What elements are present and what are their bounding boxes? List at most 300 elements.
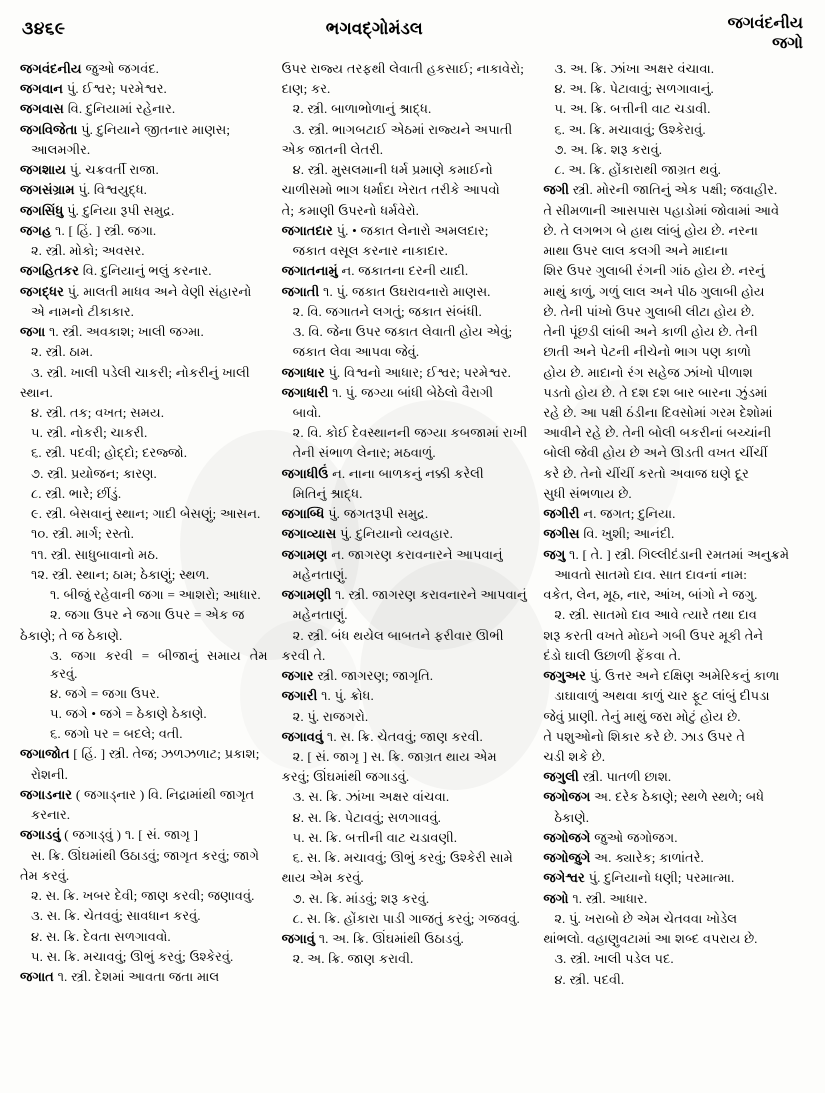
dictionary-entry: [282, 465, 530, 483]
entry-line: [282, 141, 530, 159]
entry-definition: ૬. જગો પર = બદલે; વતી.: [50, 726, 183, 742]
dictionary-entry: [20, 60, 268, 78]
entry-line: [543, 465, 805, 483]
entry-line: [282, 950, 530, 968]
entry-line: [543, 283, 805, 301]
entry-line: [20, 404, 268, 422]
entry-definition: દંડો ઘાલી ઉછાળી ફેંકવા તે.: [543, 647, 681, 663]
entry-definition: ૪. અ. ક્રિ. પેટાવાવું; સળગાવાનું.: [554, 81, 714, 97]
entry-line: [20, 525, 268, 543]
dictionary-entry: [20, 100, 268, 118]
entry-definition: ૫. સ. ક્રિ. બત્તીની વાટ ચડાવણી.: [292, 829, 457, 845]
dictionary-entry: [282, 546, 530, 564]
entry-line: [282, 768, 530, 786]
entry-line: [282, 60, 530, 78]
entry-line: [543, 586, 805, 604]
entry-definition: ઠેકાણે; તે જ ઠેકાણે.: [20, 627, 123, 643]
folio-number: ૩૪૬૯: [22, 19, 66, 38]
entry-definition: ૧. બીજું રહેવાની જગા = આશરો; આધાર.: [50, 587, 261, 603]
guide-word-first: જગવંદનીય: [727, 15, 803, 32]
entry-line: [543, 262, 805, 280]
entry-definition: ૩. વિ. જેના ઉપર જકાત લેવાતી હોય એવું;: [292, 324, 513, 340]
entry-line: [543, 242, 805, 260]
entry-headword: જગી: [543, 182, 570, 198]
entry-line: [20, 948, 268, 966]
entry-headword: જગાતદાર: [281, 222, 333, 238]
entry-definition: આવીને રહે છે. તેની બોલી બકરીનાં બચ્ચાંની: [543, 425, 772, 441]
entry-definition: ૪. સ. ક્રિ. પેટાવવું; સળગાવવું.: [292, 809, 441, 825]
entry-headword: જગાડવું: [20, 827, 61, 843]
entry-headword: જગાવ્યાસ: [281, 526, 337, 542]
entry-line: [543, 708, 805, 726]
dictionary-entry: [543, 505, 805, 523]
entry-definition: ડાઘાવાળું અથવા કાળું ચાર ફૂટ લાંબું દીપડા: [554, 688, 770, 704]
entry-definition: માથું કાળું, ગળું લાલ અને પીઠ ગુલાબી હોય: [543, 283, 765, 299]
entry-line: [282, 424, 530, 442]
dictionary-entry: [282, 222, 530, 240]
entry-definition: શિર ઉપર ગુલાબી રંગની ગાંઠ હોય છે. નરનું: [543, 263, 765, 279]
entry-definition: ૨. સ્ત્રી. મોકો; અવસર.: [31, 243, 145, 259]
entry-line: [282, 343, 530, 361]
entry-definition: ચડી શકે છે.: [543, 748, 606, 764]
entry-line: [282, 627, 530, 645]
entry-definition: ૮. સ્ત્રી. ભારે; છીંડું.: [31, 485, 122, 501]
entry-line: [543, 647, 805, 665]
entry-definition: વકેત, લેન, મૂઠ, નાર, આંખ, બાંગો ને જગુ.: [543, 587, 758, 603]
dictionary-entry: [543, 181, 805, 199]
entry-line: [543, 141, 805, 159]
entry-definition: ૪. સ. ક્રિ. દેવતા સળગાવવો.: [31, 928, 171, 944]
entry-definition: કરવી તે.: [281, 647, 326, 663]
entry-line: [282, 485, 530, 503]
text-columns: [0, 60, 825, 1085]
entry-definition: ૨. સ્ત્રી. ઠામ.: [31, 344, 93, 360]
entry-line: [20, 725, 268, 743]
entry-headword: જગવિજેતા: [20, 121, 78, 137]
entry-line: [282, 788, 530, 806]
entry-line: [543, 627, 805, 645]
entry-definition: કરે છે. તેનો ચીંચીં કરતો અવાજ ઘણે દૂર: [543, 465, 749, 481]
entry-definition: પું. ચક્રવર્તી રાજા.: [69, 162, 159, 178]
entry-definition: જુઓ જગોજગ.: [594, 829, 678, 845]
entry-definition: ન. જકાતના દરની યાદી.: [341, 263, 469, 279]
entry-headword: જગોજગે: [543, 829, 591, 845]
entry-line: [20, 141, 268, 159]
dictionary-entry: [543, 546, 805, 564]
dictionary-entry: [282, 364, 530, 382]
entry-definition: તે પશુઓનો શિકાર કરે છે. ઝાડ ઉપર તે: [543, 728, 746, 744]
entry-definition: ચાળીસમો ભાગ ધર્માદા ખેરાત તરીકે આપવો: [281, 182, 500, 198]
entry-line: [282, 161, 530, 179]
entry-definition: ૩. સ્ત્રી. ખાલી પડેલ પદ.: [554, 951, 674, 967]
entry-line: [20, 384, 268, 402]
dictionary-entry: [543, 869, 805, 887]
entry-line: [282, 303, 530, 321]
entry-line: [282, 647, 530, 665]
entry-headword: જગામણી: [281, 587, 332, 603]
entry-definition: જકાત લેવા આપવા જેવું.: [292, 344, 420, 360]
entry-definition: ૩. અ. ક્રિ. ઝાંખા અક્ષર વંચાવા.: [554, 61, 714, 76]
entry-headword: જગાતી: [281, 283, 320, 299]
entry-headword: જગસિંધુ: [20, 202, 64, 218]
entry-definition: પું. વિશ્વનો આધાર; ઈશ્વર; પરમેશ્વર.: [328, 364, 511, 380]
entry-definition: તેમ કરવું.: [20, 867, 70, 883]
entry-line: [543, 687, 805, 705]
entry-definition: પું. દુનિયાને જીતનાર માણસ;: [81, 121, 230, 137]
entry-definition: ૨. અ. ક્રિ. જાણ કરાવી.: [292, 951, 414, 967]
entry-line: [543, 606, 805, 624]
dictionary-entry: [20, 262, 268, 280]
entry-definition: હોય છે. માદાનો રંગ સહેજ ઝાંખો પીળાશ: [543, 364, 753, 380]
entry-definition: ન. નાના બાળકનું નક્કી કરેલી: [332, 465, 484, 481]
entry-definition: દાણ; કર.: [281, 81, 331, 97]
entry-line: [282, 829, 530, 847]
entry-definition: ૧. [ હિં. ] સ્ત્રી. જગા.: [55, 222, 157, 238]
entry-line: [282, 404, 530, 422]
entry-headword: જગવંદનીય: [20, 61, 82, 76]
entry-definition: તે સીમળાની આસપાસ પહાડોમાં જોવામાં આવે: [543, 202, 780, 218]
entry-line: [20, 685, 268, 703]
entry-definition: વિ. ખુશી; આનંદી.: [583, 526, 675, 542]
entry-definition: ૭. અ. ક્રિ. શરૂ કરાવું.: [554, 141, 663, 157]
entry-line: [282, 121, 530, 139]
dictionary-entry: [20, 121, 268, 139]
entry-headword: જગેશ્વર: [543, 870, 585, 886]
entry-headword: જગીરી: [543, 506, 580, 522]
dictionary-entry: [282, 930, 530, 948]
entry-headword: જગસંગ્રામ: [20, 182, 75, 198]
entry-line: [20, 465, 268, 483]
entry-line: [543, 222, 805, 240]
column-1: [20, 60, 282, 1085]
entry-headword: જગુલી: [543, 769, 579, 785]
entry-definition: ૨. પું. ખરાબો છે એમ ચેતવવા ખોડેલ: [554, 910, 738, 926]
entry-definition: પું. ઉત્તર અને દક્ષિણ અમેરિકનું કાળા: [589, 668, 780, 684]
entry-definition: માથા ઉપર લાલ કલગી અને માદાના: [543, 243, 729, 259]
entry-line: [282, 606, 530, 624]
entry-definition: ૨. સ્ત્રી. બંધ થયેલ બાબતને ફરીવાર ઊભી: [292, 627, 504, 643]
dictionary-entry: [282, 262, 530, 280]
dictionary-entry: [20, 80, 268, 98]
entry-line: [543, 930, 805, 948]
entry-definition: રોશની.: [31, 766, 68, 782]
entry-line: [543, 303, 805, 321]
entry-definition: પું. વિશ્વયુદ્ધ.: [78, 182, 147, 198]
entry-definition: ( જગાડ્વું ) ૧. [ સં. જાગૃ ]: [64, 827, 198, 843]
entry-line: [20, 485, 268, 503]
entry-line: [282, 444, 530, 462]
entry-line: [20, 546, 268, 564]
dictionary-entry: [20, 181, 268, 199]
entry-headword: જગાજોત: [20, 746, 70, 762]
entry-line: [543, 161, 805, 179]
entry-headword: જગાવું: [281, 931, 315, 947]
entry-definition: ૧૨. સ્ત્રી. સ્થાન; ઠામ; ઠેકાણું; સ્થળ.: [31, 566, 210, 582]
entry-line: [282, 100, 530, 118]
entry-definition: એ નામનો ટીકાકાર.: [31, 303, 134, 319]
entry-line: [20, 364, 268, 382]
entry-definition: ૩. સ્ત્રી. ભાગબટાઈ એઠમાં રાજ્યને અપાતી: [292, 121, 513, 137]
entry-line: [20, 766, 268, 784]
entry-line: [20, 705, 268, 723]
entry-line: [282, 181, 530, 199]
entry-definition: પું. દુનિયા રૂપી સમુદ્ર.: [67, 202, 175, 218]
guide-word-last: જગો: [772, 35, 803, 52]
entry-headword: જગાધારી: [281, 384, 329, 400]
entry-definition: જેવું પ્રાણી. તેનું માથું જરા મોટું હોય છે.: [543, 708, 741, 724]
entry-headword: જગાત: [20, 969, 54, 985]
entry-definition: છે. તેની પાંખો ઉપર ગુલાબી લીટા હોય છે.: [543, 303, 755, 319]
entry-definition: ૪. સ્ત્રી. મુસલમાની ધર્મ પ્રમાણે કમાઈનો: [292, 162, 493, 178]
entry-definition: ૨. સ્ત્રી. સાતમો દાવ આવે ત્યારે તથા દાવ: [554, 607, 757, 623]
entry-definition: ૫. અ. ક્રિ. બત્તીની વાટ ચડાવી.: [554, 101, 711, 117]
entry-definition: ૨. [ સં. જાગૃ ] સ. ક્રિ. જાગ્રત થાય એમ: [292, 748, 497, 764]
entry-headword: જગાતનામું: [281, 263, 338, 279]
entry-definition: ૨. સ. ક્રિ. ખબર દેવી; જાણ કરવી; જણાવવું.: [31, 888, 255, 904]
dictionary-entry: [543, 849, 805, 867]
entry-line: [543, 323, 805, 341]
entry-definition: તે; કમાણી ઉપરનો ધર્મવેરો.: [281, 202, 419, 218]
entry-line: [20, 343, 268, 361]
entry-line: [20, 907, 268, 925]
entry-line: [543, 80, 805, 98]
entry-definition: સ. ક્રિ. ઊંઘમાંથી ઉઠાડવું; જાગૃત કરવું; જાગે: [31, 847, 260, 863]
entry-definition: સુધી સંભળાય છે.: [543, 485, 632, 501]
entry-headword: જગુઅર: [543, 668, 586, 684]
dictionary-entry: [543, 890, 805, 908]
entry-headword: જગદ્ધર: [20, 283, 64, 299]
dictionary-entry: [20, 202, 268, 220]
entry-definition: સ્ત્રી. મોરની જાતિનું એક પક્ષી; જવાહીર.: [572, 182, 778, 198]
dictionary-entry: [20, 283, 268, 301]
entry-definition: શરૂ કરતી વખતે મોઇને ગબી ઉપર મૂકી તેને: [543, 627, 764, 643]
entry-line: [282, 849, 530, 867]
entry-line: [543, 950, 805, 968]
entry-definition: ૧. પું. જકાત ઉઘરાવનારો માણસ.: [323, 283, 491, 299]
entry-definition: ૮. અ. ક્રિ. હોંકારાથી જાગ્રત થવું.: [554, 162, 721, 178]
entry-definition: ૮. સ. ક્રિ. હોંકારા પાડી ગાજતું કરવું; ગજવવું.: [292, 910, 520, 926]
dictionary-entry: [282, 728, 530, 746]
entry-definition: છે. તે લગભગ બે હાથ લાંબું હોય છે. નરના: [543, 222, 758, 238]
entry-line: [543, 121, 805, 139]
dictionary-entry: [543, 667, 805, 685]
entry-line: [20, 242, 268, 260]
entry-definition: ૧૧. સ્ત્રી. સાધુબાવાનો મઠ.: [31, 546, 159, 562]
entry-definition: ૧. [ તે. ] સ્ત્રી. ગિલ્લીદંડાની રમતમાં અનુક્રમે: [569, 546, 790, 562]
entry-definition: સ્થાન.: [20, 384, 53, 400]
dictionary-entry: [282, 586, 530, 604]
entry-definition: ૪. સ્ત્રી. પદવી.: [554, 971, 625, 987]
entry-definition: પું. ઈશ્વર; પરમેશ્વર.: [66, 81, 167, 97]
entry-definition: મહેનતાણું.: [292, 566, 348, 582]
entry-line: [543, 364, 805, 382]
entry-headword: જગાધીઉં: [281, 465, 329, 481]
entry-definition: મહેનતાણું.: [292, 607, 348, 623]
entry-definition: સ્ત્રી. જાગરણ; જાગૃતિ.: [317, 668, 434, 684]
entry-definition: કરનાર.: [31, 807, 71, 823]
entry-line: [543, 728, 805, 746]
entry-line: [282, 910, 530, 928]
entry-line: [20, 566, 268, 584]
entry-line: [543, 971, 805, 989]
entry-line: [282, 748, 530, 766]
dictionary-entry: [20, 826, 268, 844]
entry-line: [20, 887, 268, 905]
entry-definition: ૧. સ્ત્રી. દેશમાં આવતા જતા માલ: [57, 969, 220, 985]
entry-headword: જગામણ: [281, 546, 328, 562]
dictionary-entry: [282, 667, 530, 685]
entry-definition: ૧. સ્ત્રી. જાગરણ કરાવનારને આપવાનું: [335, 587, 527, 603]
entry-definition: વિ. દુનિયામાં રહેનાર.: [67, 101, 176, 117]
entry-definition: ઉપર રાજ્ય તરફથી લેવાતી હકસાઈ; નાકાવેરો;: [281, 61, 524, 76]
entry-headword: જગવાસ: [20, 101, 64, 117]
entry-definition: ૫. સ્ત્રી. નોકરી; ચાકરી.: [31, 425, 148, 441]
entry-definition: આલમગીર.: [31, 141, 91, 157]
entry-line: [543, 100, 805, 118]
entry-line: [543, 566, 805, 584]
entry-line: [20, 806, 268, 824]
entry-definition: ૬. સ. ક્રિ. મચાવવું; ઊભું કરવું; ઉશ્કેરી સામે: [292, 850, 513, 866]
entry-line: [282, 708, 530, 726]
entry-line: [543, 444, 805, 462]
entry-line: [282, 202, 530, 220]
entry-definition: અ. દરેક ઠેકાણે; સ્થળે સ્થળે; બધે: [594, 789, 765, 805]
entry-definition: ન. જગત; દુનિયા.: [583, 506, 676, 522]
entry-line: [543, 424, 805, 442]
entry-definition: મિતિનું શ્રાદ્ધ.: [292, 485, 363, 501]
entry-line: [20, 627, 268, 645]
entry-definition: ૩. સ. ક્રિ. ઝાંખા અક્ષર વાંચવા.: [292, 789, 450, 805]
dictionary-entry: [20, 222, 268, 240]
entry-definition: થાય એમ કરવું.: [281, 870, 364, 886]
entry-definition: ઠેકાણે.: [554, 809, 590, 825]
entry-definition: ( જગાડ્નાર ) વિ. નિદ્રામાંથી જાગૃત: [75, 786, 255, 802]
entry-definition: પડતો હોય છે. તે દશ દશ બાર બારના ઝુંડમાં: [543, 384, 768, 400]
entry-line: [20, 867, 268, 885]
entry-definition: એક જાતની લેતરી.: [281, 141, 383, 157]
dictionary-entry: [543, 525, 805, 543]
guide-words: [683, 14, 803, 54]
entry-definition: ૧. સ. ક્રિ. ચેતવવું; જાણ કરવી.: [326, 728, 483, 744]
entry-definition: છાતી અને પેટની નીચેનો ભાગ પણ કાળો: [543, 344, 751, 360]
entry-definition: જકાત વસૂલ કરનાર નાકાદાર.: [292, 243, 448, 259]
entry-headword: જગહ: [20, 222, 52, 238]
entry-line: [282, 809, 530, 827]
entry-line: [543, 384, 805, 402]
entry-definition: જુઓ જગવંદ.: [85, 61, 159, 76]
entry-line: [282, 890, 530, 908]
entry-line: [282, 242, 530, 260]
entry-line: [543, 404, 805, 422]
entry-definition: પું. • જકાત લેનારો અમલદાર;: [336, 222, 489, 238]
dictionary-entry: [543, 768, 805, 786]
entry-definition: રહે છે. આ પક્ષી ઠંડીના દિવસોમાં ગરમ દેશોમાં: [543, 404, 773, 420]
entry-headword: જગાબ્ધિ: [281, 506, 325, 522]
entry-definition: ૧. પું. જગ્યા બાંધી બેઠેલો વૈરાગી: [332, 384, 494, 400]
entry-definition: ૫. સ. ક્રિ. મચાવવું; ઊભું કરવું; ઉશ્કેરવું.: [31, 948, 234, 964]
column-3: [543, 60, 805, 1085]
entry-definition: કરવું; ઊંઘમાંથી જગાડવું.: [281, 769, 410, 785]
entry-definition: આવતો સાતમો દાવ. સાત દાવનાં નામ:: [554, 566, 747, 582]
entry-definition: ૯. સ્ત્રી. બેસવાનું સ્થાન; ગાદી બેસણું; આસન.: [31, 506, 261, 522]
entry-definition: બોલી જેવી હોય છે અને ઊડતી વખત ચીંચીં: [543, 445, 768, 461]
entry-definition: ૩. સ્ત્રી. ખાલી પડેલી ચાકરી; નોકરીનું ખાલી: [31, 364, 250, 380]
entry-headword: જગુ: [543, 546, 566, 562]
entry-definition: પું. દુનિયાનો વ્યવહાર.: [340, 526, 453, 542]
entry-definition: ૧. સ્ત્રી. આધાર.: [572, 890, 648, 906]
entry-definition: ૬. સ્ત્રી. પદવી; હોદ્દો; દરજ્જો.: [31, 445, 187, 461]
entry-definition: ૩. જગા કરવી = બીજાનું સમાય તેમ કરવું.: [50, 647, 268, 681]
entry-line: [20, 303, 268, 321]
entry-headword: જગાવવું: [281, 728, 324, 744]
entry-definition: ૫. જગે • જગે = ઠેકાણે ઠેકાણે.: [50, 706, 207, 721]
entry-definition: બાવો.: [292, 404, 322, 420]
entry-line: [20, 606, 268, 624]
entry-line: [20, 444, 268, 462]
dictionary-entry: [282, 384, 530, 402]
entry-line: [543, 485, 805, 503]
dictionary-entry: [20, 968, 268, 986]
entry-line: [543, 202, 805, 220]
entry-definition: ૭. સ્ત્રી. પ્રયોજન; કારણ.: [31, 465, 157, 481]
entry-headword: જગોજગ: [543, 789, 591, 805]
entry-headword: જગાધાર: [281, 364, 325, 380]
dictionary-entry: [543, 829, 805, 847]
dictionary-entry: [282, 505, 530, 523]
entry-definition: ૧. અ. ક્રિ. ઊંઘમાંથી ઉઠાડવું.: [318, 931, 464, 947]
entry-line: [282, 566, 530, 584]
entry-definition: ન. જાગરણ કરાવનારને આપવાનું: [331, 546, 503, 562]
entry-line: [282, 869, 530, 887]
entry-definition: ૭. સ. ક્રિ. માંડવું; શરૂ કરવું.: [292, 890, 430, 906]
entry-headword: જગહિતકર: [20, 263, 79, 279]
entry-definition: પું. દુનિયાનો ધણી; પરમાત્મા.: [588, 870, 735, 886]
entry-definition: થાંભલો. વહાણુવટામાં આ શબ્દ વપરાય છે.: [543, 931, 758, 947]
running-title: ભગવદ્ગોમંડલ: [325, 19, 423, 38]
entry-line: [282, 323, 530, 341]
entry-definition: ૨. વિ. જગાતને લગતું; જકાત સંબંધી.: [292, 303, 482, 319]
dictionary-entry: [282, 687, 530, 705]
entry-line: [282, 80, 530, 98]
entry-line: [543, 343, 805, 361]
entry-headword: જગાર: [281, 668, 314, 684]
entry-line: [20, 424, 268, 442]
entry-definition: અ. ક્યારેક; કાળાંતરે.: [594, 850, 704, 866]
entry-definition: પું. જગતરૂપી સમુદ્ર.: [328, 506, 429, 522]
entry-line: [543, 60, 805, 78]
entry-line: [543, 910, 805, 928]
entry-definition: તેની પૂંછડી લાંબી અને કાળી હોય છે. તેની: [543, 324, 758, 340]
entry-line: [20, 505, 268, 523]
dictionary-entry: [282, 525, 530, 543]
entry-definition: વિ. દુનિયાનું ભલું કરનાર.: [82, 263, 212, 279]
entry-definition: ૨. જગા ઉપર ને જગા ઉપર = એક જ: [50, 607, 245, 623]
entry-definition: [ હિં. ] સ્ત્રી. તેજ; ઝળઝળાટ; પ્રકાશ;: [73, 746, 260, 762]
entry-headword: જગારી: [281, 688, 318, 704]
entry-headword: જગોજુગે: [543, 850, 591, 866]
entry-definition: ૨. પું. રાજગરો.: [292, 708, 369, 724]
entry-definition: ૧૦. સ્ત્રી. માર્ગ; રસ્તો.: [31, 526, 134, 542]
entry-definition: ૪. સ્ત્રી. તક; વખત; સમય.: [31, 404, 165, 420]
entry-line: [20, 847, 268, 865]
entry-headword: જગાડનાર: [20, 786, 73, 802]
entry-definition: સ્ત્રી. પાતળી છાશ.: [582, 769, 672, 785]
entry-headword: જગા: [20, 324, 46, 340]
entry-definition: પું. માલતી માધવ અને વેણી સંહારનો: [67, 283, 252, 299]
dictionary-entry: [20, 745, 268, 763]
entry-line: [543, 748, 805, 766]
entry-headword: જગશાય: [20, 162, 66, 178]
